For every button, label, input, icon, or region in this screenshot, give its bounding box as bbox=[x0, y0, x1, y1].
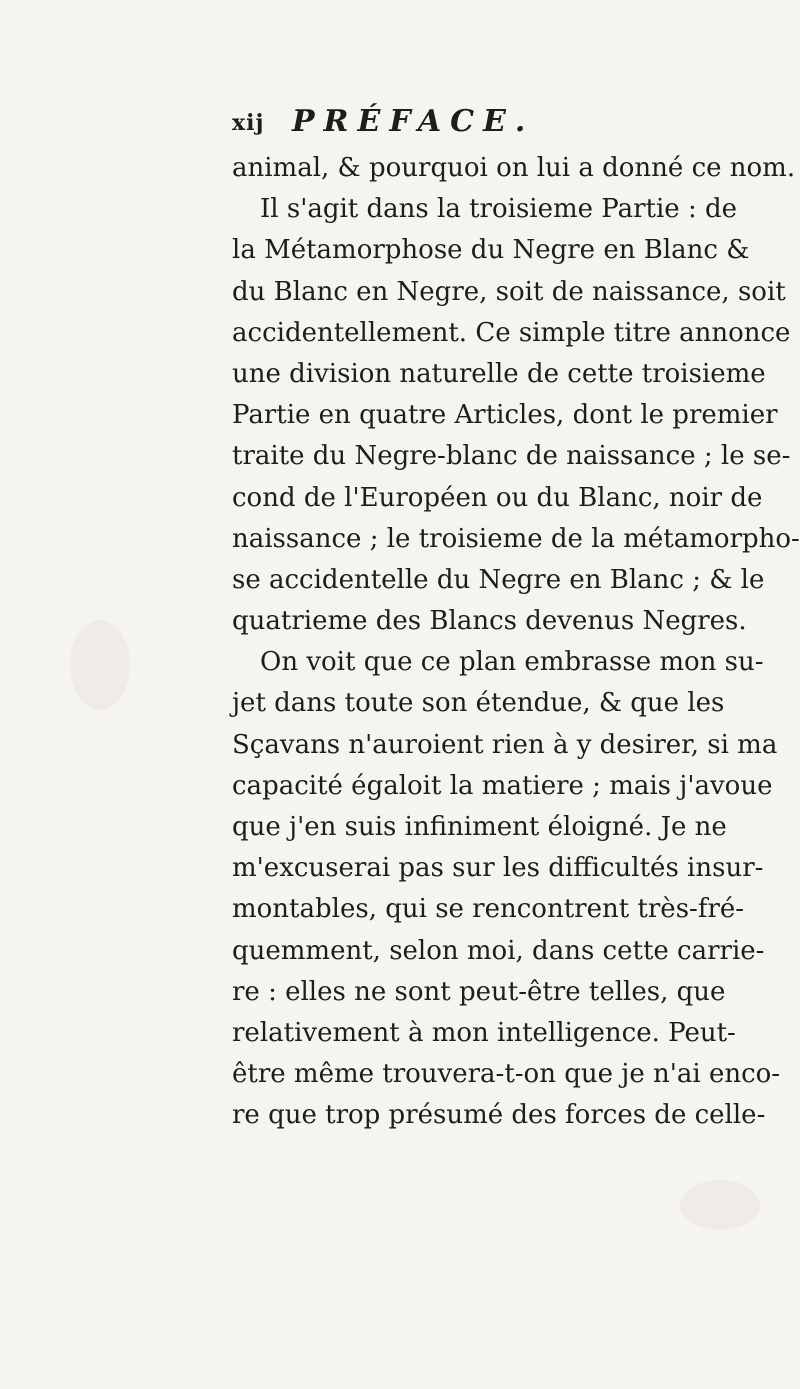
text-line: accidentellement. Ce simple titre annonce bbox=[232, 317, 791, 348]
page-number: xij bbox=[232, 110, 265, 136]
text-line: capacité égaloit la matiere ; mais j'avoue bbox=[232, 770, 773, 801]
text-line: re que trop présumé des forces de celle- bbox=[232, 1100, 766, 1131]
text-line: naissance ; le troisieme de la métamorpho- bbox=[232, 523, 800, 554]
text-line: une division naturelle de cette troisieme bbox=[232, 358, 766, 389]
text-line: cond de l'Européen ou du Blanc, noir de bbox=[232, 482, 763, 513]
text-line: se accidentelle du Negre en Blanc ; & le bbox=[232, 564, 765, 595]
text-line: Partie en quatre Articles, dont le premier bbox=[232, 400, 778, 431]
page-header bbox=[232, 104, 712, 144]
text-line: traite du Negre-blanc de naissance ; le se- bbox=[232, 441, 791, 472]
text-line: quemment, selon moi, dans cette carrie- bbox=[232, 935, 765, 966]
text-line: On voit que ce plan embrasse mon su- bbox=[260, 647, 764, 678]
body-text bbox=[232, 148, 800, 1137]
text-line: la Métamorphose du Negre en Blanc & bbox=[232, 235, 750, 266]
text-line: Sçavans n'auroient rien à y desirer, si ma bbox=[232, 729, 778, 760]
text-line: jet dans toute son étendue, & que les bbox=[232, 688, 725, 719]
text-line: que j'en suis infiniment éloigné. Je ne bbox=[232, 812, 727, 842]
text-line: du Blanc en Negre, soit de naissance, soit bbox=[232, 276, 786, 307]
text-line: animal, & pourquoi on lui a donné ce nom. bbox=[232, 153, 796, 183]
text-line: re : elles ne sont peut-être telles, que bbox=[232, 976, 726, 1007]
text-line: relativement à mon intelligence. Peut- bbox=[232, 1017, 736, 1048]
paper-stain bbox=[680, 1180, 760, 1230]
text-line: être même trouvera-t-on que je n'ai enco- bbox=[232, 1059, 781, 1090]
text-line: quatrieme des Blancs devenus Negres. bbox=[232, 606, 747, 637]
paper-stain bbox=[70, 620, 130, 710]
running-title: PRÉFACE. bbox=[292, 104, 535, 139]
text-line: montables, qui se rencontrent très-fré- bbox=[232, 894, 745, 925]
text-line: m'excuserai pas sur les difficultés insur- bbox=[232, 853, 764, 884]
text-line: Il s'agit dans la troisieme Partie : de bbox=[260, 194, 738, 225]
